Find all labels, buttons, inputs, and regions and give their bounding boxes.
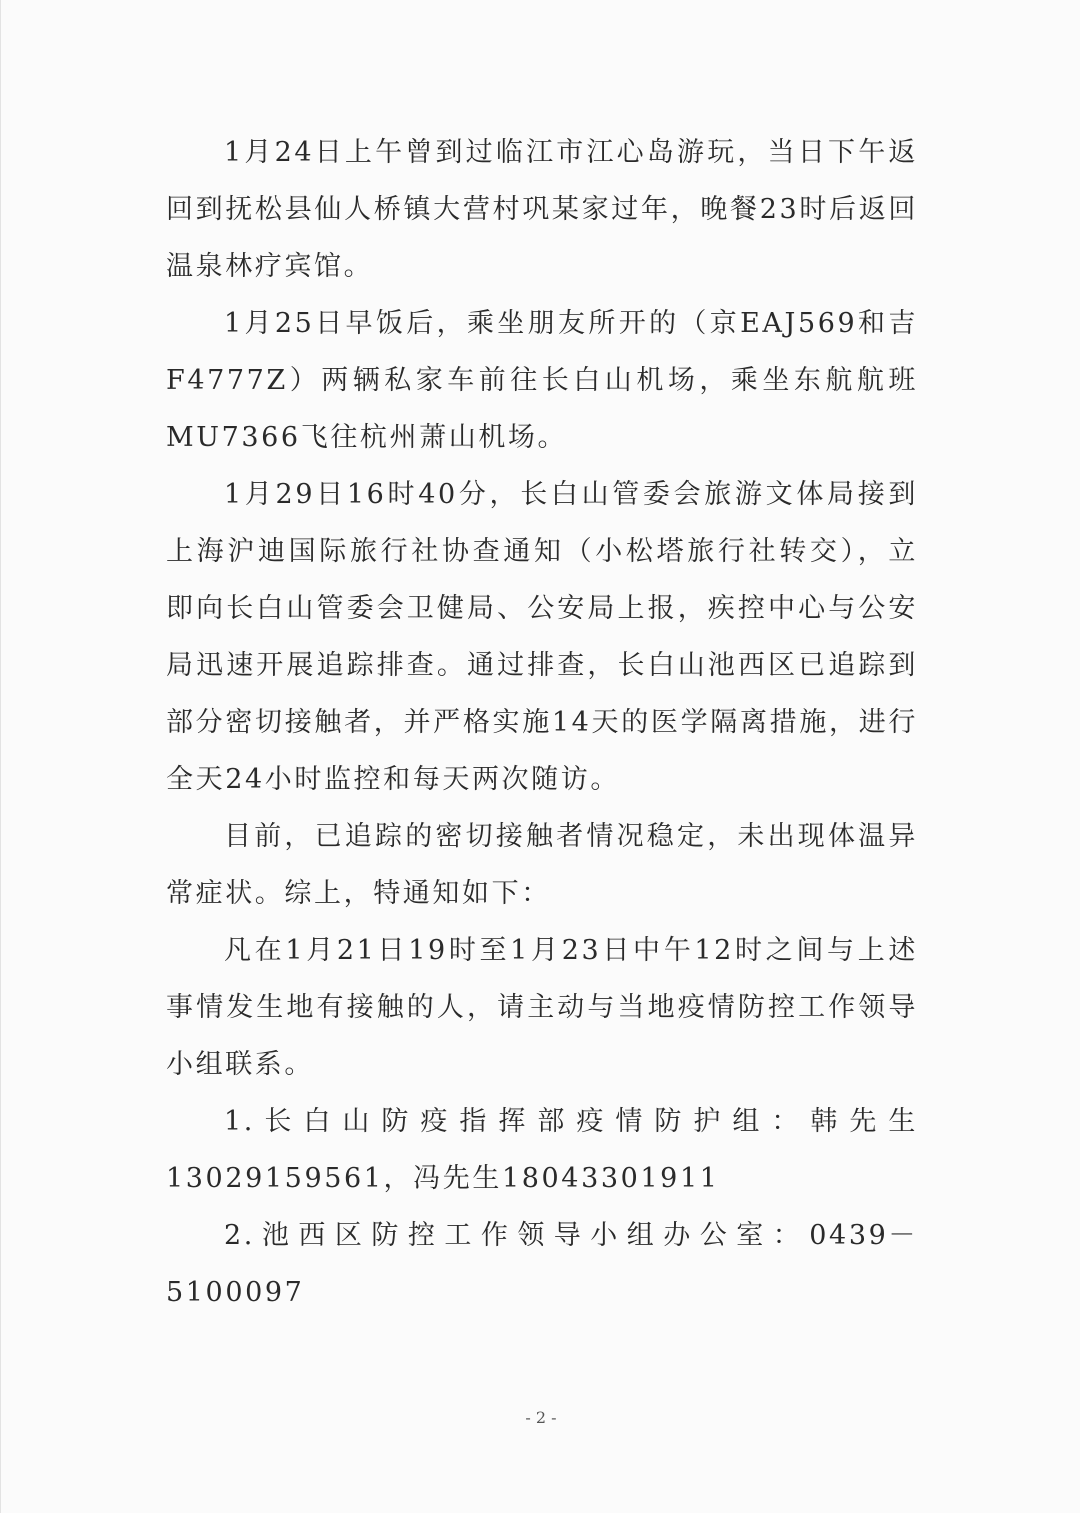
paragraph-itinerary-jan24: 1月24日上午曾到过临江市江心岛游玩，当日下午返回到抚松县仙人桥镇大营村巩某家过年，晚餐23时后返回温泉林疗宾馆。: [166, 137, 918, 282]
paragraph-current-status: 目前，已追踪的密切接触者情况稳定，未出现体温异常症状。综上，特通知如下：: [166, 821, 918, 909]
paragraph-notice: 凡在1月21日19时至1月23日中午12时之间与上述事情发生地有接触的人，请主动与当地疫情防控工作领导小组联系。: [166, 935, 918, 1080]
paragraph-tracing-jan29: 1月29日16时40分，长白山管委会旅游文体局接到上海沪迪国际旅行社协查通知（小松塔旅行社转交），立即向长白山管委会卫健局、公安局上报，疾控中心与公安局迅速开展追踪排查。通过排查，长白山池西区已追踪到部分密切接触者，并严格实施14天的医学隔离措施，进行全天24小时监控和每天两次随访。: [166, 479, 918, 795]
page-number: - 2 -: [525, 1408, 557, 1427]
paragraph-itinerary-jan25: 1月25日早饭后，乘坐朋友所开的（京EAJ569和吉F4777Z）两辆私家车前往长白山机场，乘坐东航航班MU7366飞往杭州萧山机场。: [166, 308, 918, 453]
document-body: [166, 124, 918, 1321]
contact-item-2: 2.池西区防控工作领导小组办公室：0439－5100097: [166, 1220, 918, 1308]
contact-item-1: 1.长白山防疫指挥部疫情防护组：韩先生13029159561，冯先生18043301911: [166, 1106, 918, 1194]
